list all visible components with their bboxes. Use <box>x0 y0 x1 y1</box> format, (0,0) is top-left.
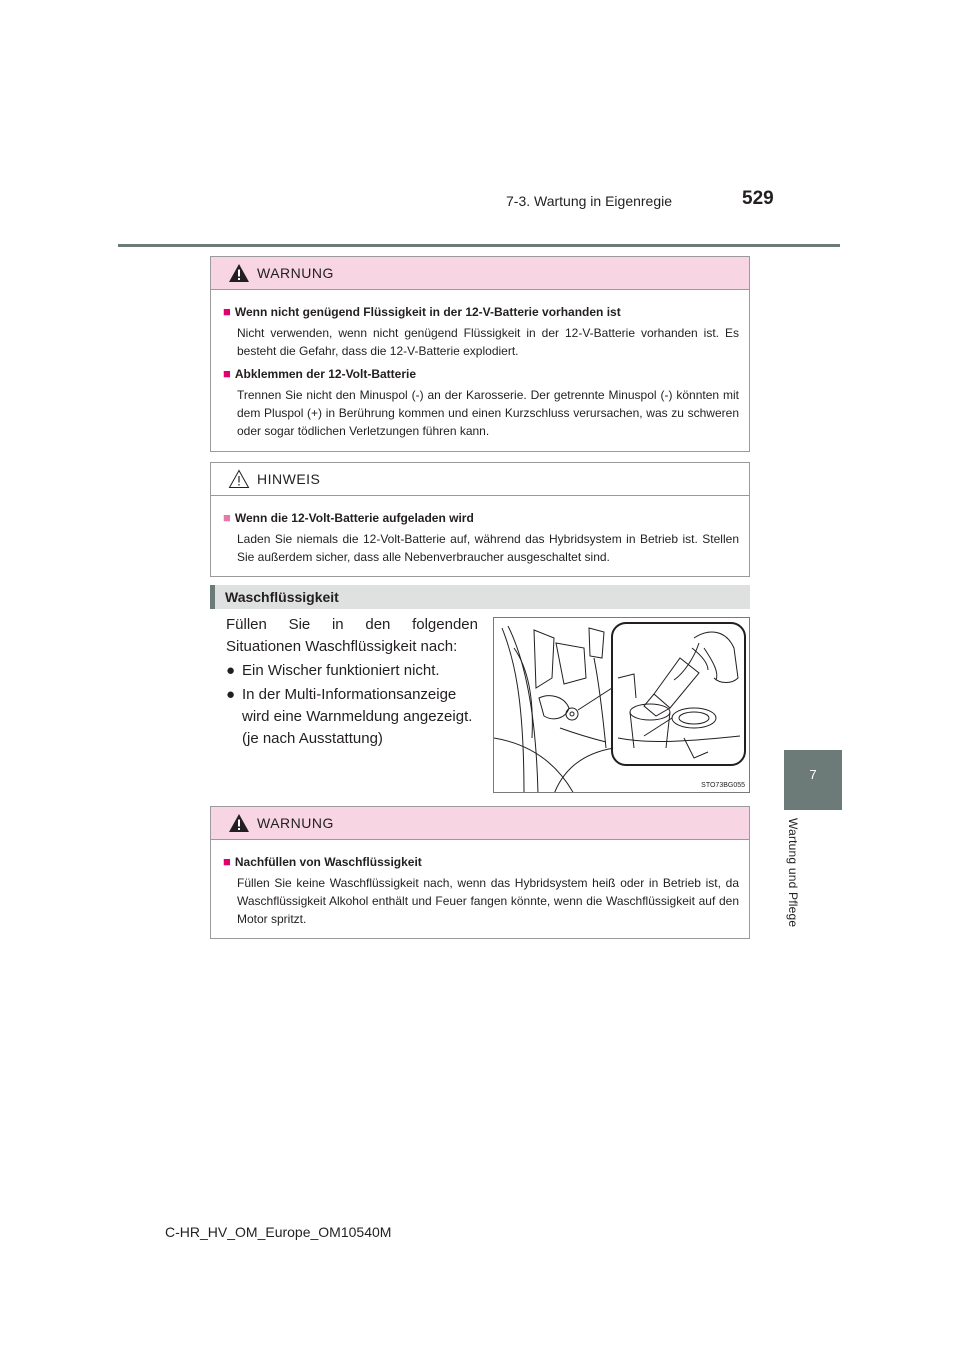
section-heading <box>210 585 750 609</box>
square-bullet-icon: ■ <box>223 304 231 319</box>
square-bullet-icon: ■ <box>223 366 231 381</box>
warning-item-title: ■ Nachfüllen von Waschflüssigkeit <box>223 854 422 869</box>
chapter-tab-label: Wartung und Pflege <box>786 818 800 928</box>
bullet-dot-icon: ● <box>226 662 236 679</box>
section-body <box>226 614 478 750</box>
warning-item-title: ■ Abklemmen der 12-Volt-Batterie <box>223 366 417 381</box>
engine-bay-drawing <box>494 618 750 793</box>
document-id: C-HR_HV_OM_Europe_OM10540M <box>165 1224 392 1240</box>
note-item-text: Laden Sie niemals die 12-Volt-Batterie auf, während das Hybridsystem in Betrieb ist. Stellen Sie außerdem sicher, dass alle Nebenverbraucher ausgeschaltet sind. <box>237 532 739 564</box>
note-header <box>211 463 749 496</box>
warning-header <box>211 257 749 290</box>
warning-triangle-icon <box>228 813 250 833</box>
header-section-title: 7-3. Wartung in Eigenregie <box>506 193 673 209</box>
note-title: HINWEIS <box>257 471 321 487</box>
list-item: ● Ein Wischer funktioniert nicht. <box>226 660 478 682</box>
warning-item-title: ■ Wenn nicht genügend Flüssigkeit in der 12-V-Batterie vorhanden ist <box>223 304 621 319</box>
image-code: STO73BG055 <box>701 782 745 789</box>
caution-triangle-icon <box>228 469 250 489</box>
chapter-tab-number: 7 <box>809 767 817 782</box>
list-item: ● In der Multi-Informationsanzeige wird eine Warnmeldung angezeigt. (je nach Ausstattung) <box>226 686 473 747</box>
warning-item-text: Füllen Sie keine Waschflüssigkeit nach, wenn das Hybridsystem heiß oder in Betrieb ist, da Waschflüssigkeit Alkohol enthält und Feuer fangen könnte, wenn die Waschflüssigkeit auf den Motor spritzt. <box>237 876 739 926</box>
square-bullet-icon: ■ <box>223 854 231 869</box>
chapter-tab[interactable] <box>784 750 842 810</box>
header-divider <box>118 244 840 247</box>
warning-item-text: Trennen Sie nicht den Minuspol (-) an der Karosserie. Der getrennte Minuspol (-) könnten mit dem Pluspol (+) in Berührung kommen und einen Kurzschluss verursachen, was zu schweren oder sogar tödlichen Verletzungen führen kann. <box>237 388 739 438</box>
page-number: 529 <box>742 188 774 209</box>
note-item-title: ■ Wenn die 12-Volt-Batterie aufgeladen wird <box>223 510 474 525</box>
note-box-charging <box>210 462 750 577</box>
warning-triangle-icon <box>228 263 250 283</box>
warning-item-text: Nicht verwenden, wenn nicht genügend Flüssigkeit in der 12-V-Batterie vorhanden ist. Es besteht die Gefahr, dass die 12-V-Batterie explodiert. <box>237 326 739 358</box>
bullet-dot-icon: ● <box>226 686 236 703</box>
square-bullet-icon: ■ <box>223 510 231 525</box>
section-intro: Füllen Sie in den folgenden Situationen Waschflüssigkeit nach: <box>226 616 478 655</box>
section-title: Waschflüssigkeit <box>225 589 339 605</box>
warning-box-battery <box>210 256 750 452</box>
warning-box-washer <box>210 806 750 939</box>
warning-header <box>211 807 749 840</box>
warning-title: WARNUNG <box>257 815 334 831</box>
warning-title: WARNUNG <box>257 265 334 281</box>
washer-fluid-illustration <box>493 617 750 793</box>
